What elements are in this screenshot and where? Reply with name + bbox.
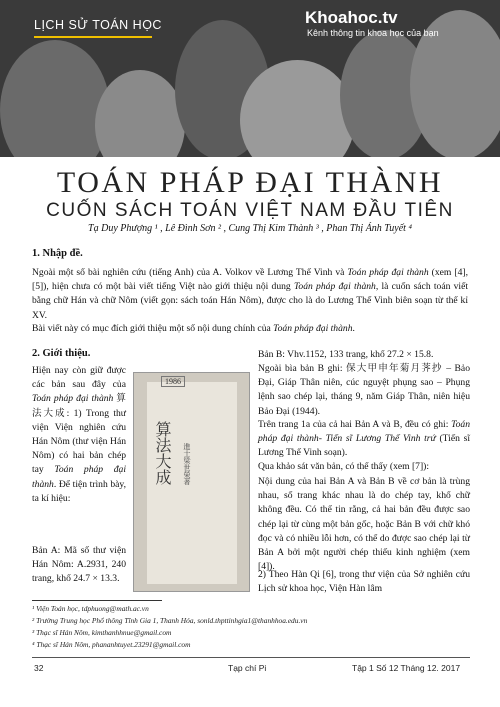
section-2-right-paragraph-2: Ngoài bìa bản B ghi: 保大甲申年菊月荠抄 – Bảo Đại, Giáp Thân niên, cúc nguyệt phụng sao – Phụng lệnh sao chép lại, tháng 9, năm Giáp Thân, niên hiệu Bảo Đại (1944). — [258, 363, 470, 417]
section-1-heading: 1. Nhập đề. — [32, 248, 83, 259]
section-2-right-paragraph-3: Trên trang 1a của cả hai Bản A và B, đều có ghi: Toán pháp đại thành- Tiến sĩ Lương Thế Vinh trứ (Tiến sĩ Lương Thế Vinh soạn). — [258, 419, 470, 459]
footer-rule — [32, 657, 470, 658]
section-2-left-paragraph-2: Bản A: Mã số thư viện Hán Nôm: A.2931, 240 trang, khổ 24.7 × 13.3. — [32, 545, 126, 585]
section-1-paragraph-2: Bài viết này có mục đích giới thiệu một số nội dung chính của Toán pháp đại thành. — [32, 323, 355, 334]
footnote-rule — [32, 600, 162, 601]
watermark-brand: Khoahoc.tv — [305, 8, 398, 27]
section-2-right-paragraph-1: Bản B: Vhv.1152, 133 trang, khổ 27.2 × 15.8. — [258, 349, 434, 360]
footnote-1: ¹ Viện Toán học, tdphuong@math.ac.vn — [32, 604, 149, 613]
page-number: 32 — [34, 663, 44, 673]
header-banner — [0, 0, 500, 157]
portrait-illustration — [95, 70, 185, 157]
issue-info: Tập 1 Số 12 Tháng 12. 2017 — [352, 663, 461, 673]
manuscript-label: 1986 — [161, 376, 185, 387]
manuscript-calligraphy: 算法大成 — [153, 421, 170, 485]
article-title: TOÁN PHÁP ĐẠI THÀNH — [56, 166, 444, 199]
watermark-tagline: Kênh thông tin khoa học của bạn — [307, 28, 439, 38]
section-2-right-paragraph-6: 2) Theo Hàn Qi [6], trong thư viện của Sở nghiên cứu Lịch sử khoa học, Viện Hàn lâm — [258, 569, 470, 595]
section-2-right-paragraph-5: Nội dung của hai Bản A và Bản B về cơ bản là trùng nhau, số trang khác nhau là do chép tay, khổ chữ không đều. Có thể tin rằng, cả hai bản đều được sao chép lại từ cùng một bản gốc, hoặc Bản B với chữ khó đọc và có nhiều lỗi hơn, có thể do được sao chép lại từ Bản A bởi một người chép thiếu kinh nghiệm (xem [4]). — [258, 476, 470, 573]
watermark — [305, 8, 439, 38]
article-subtitle: CUỐN SÁCH TOÁN VIỆT NAM ĐẦU TIÊN — [46, 200, 454, 221]
manuscript-photo — [133, 372, 250, 592]
section-tag-underline — [34, 36, 152, 38]
section-2-left-paragraph-1: Hiện nay còn giữ được các bản sau đây của Toán pháp đại thành 算法大成: 1) Trong thư viện Viện nghiên cứu Hán Nôm (thư viện Hán Nôm) có hai bản chép tay Toán pháp đại thành. Để tiện trình bày, ta kí hiệu: — [32, 365, 126, 504]
footnote-2: ² Trường Trung học Phổ thông Tĩnh Gia 1, Thanh Hóa, sonld.thpttinhgia1@thanhhoa.edu.vn — [32, 616, 308, 625]
section-2-heading: 2. Giới thiệu. — [32, 348, 91, 359]
manuscript-side-text: 進士梁世榮著 — [183, 443, 191, 485]
footnote-4: ⁴ Thạc sĩ Hán Nôm, phananhtuyet.23291@gmail.com — [32, 640, 191, 649]
journal-name: Tạp chí Pi — [228, 663, 267, 673]
article-authors: Tạ Duy Phượng ¹ , Lê Đình Sơn ² , Cung Thị Kim Thành ³ , Phan Thị Ánh Tuyết ⁴ — [88, 223, 412, 234]
footnote-3: ³ Thạc sĩ Hán Nôm, kimthanhhnue@gmail.com — [32, 628, 172, 637]
section-2-right-paragraph-4: Qua khảo sát văn bản, có thể thấy (xem [7]): — [258, 461, 430, 472]
section-tag: LỊCH SỬ TOÁN HỌC — [34, 18, 162, 32]
section-1-paragraph-1: Ngoài một số bài nghiên cứu (tiếng Anh) của A. Volkov về Lương Thế Vinh và Toán pháp đại thành (xem [4], [5]), hiện chưa có một bài viết tiếng Việt nào giới thiệu nội dung Toán pháp đại thành, là cuốn sách toán viết bằng chữ Hán và chữ Nôm (viết gọn: sách toán Hán Nôm), được cho là do Lương Thế Vinh biên soạn từ thế kỉ XV. — [32, 267, 469, 321]
portrait-illustration — [0, 40, 110, 157]
